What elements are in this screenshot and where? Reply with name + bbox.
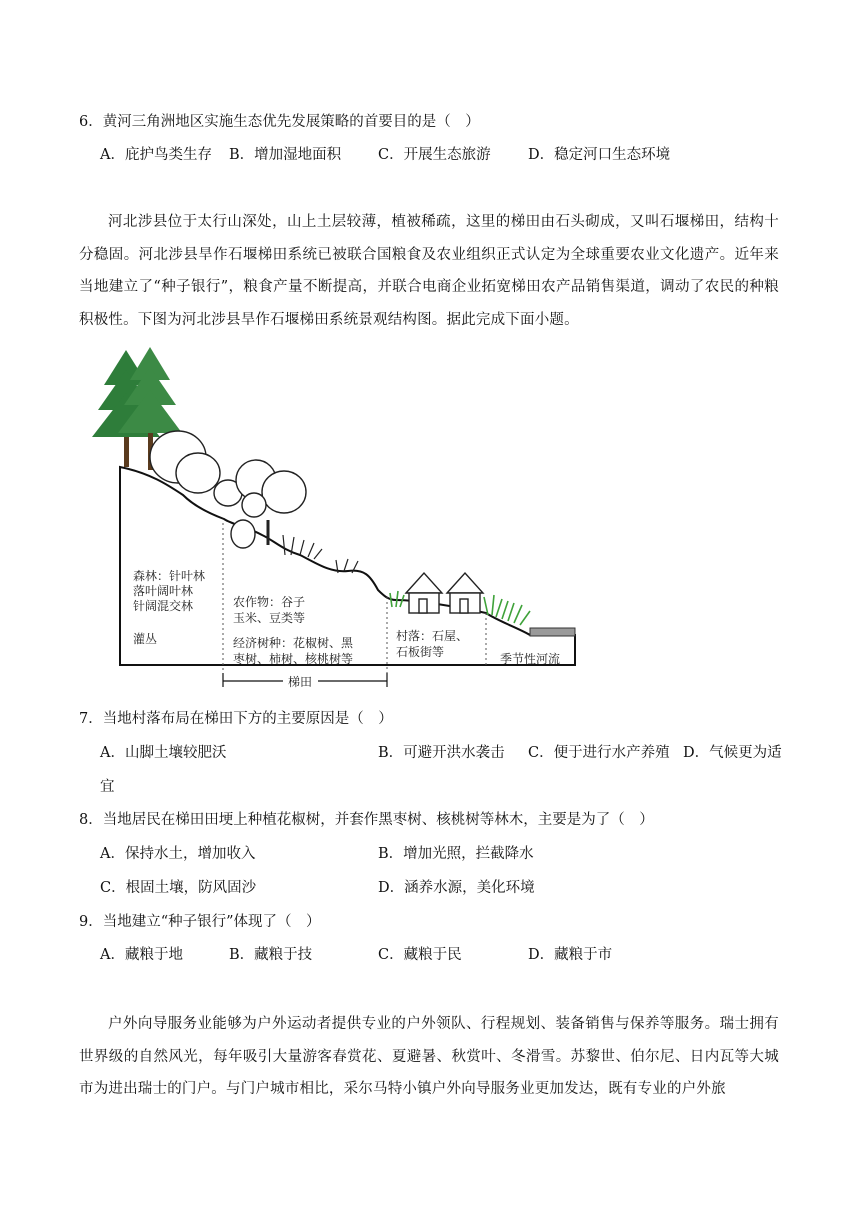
question-7-stem: 7．当地村落布局在梯田下方的主要原因是（ ） [79,711,393,727]
question-6-option-b[interactable]: B．增加湿地面积 [229,147,342,163]
question-8-option-c[interactable]: C．根固土壤，防风固沙 [100,880,257,896]
forest-label-3: 针阔混交林 [133,599,194,613]
trees-label-1: 经济树种：花椒树、黑 [233,636,354,650]
question-9-option-a[interactable]: A．藏粮于地 [100,947,183,963]
question-7-option-d[interactable]: D．气候更为适 [683,745,782,761]
terrace-landscape-figure [78,345,588,695]
village-label-1: 村落：石屋、 [396,629,469,643]
question-9-stem: 9．当地建立“种子银行”体现了（ ） [79,914,321,930]
trees-label-2: 枣树、柿树、核桃树等 [233,652,354,666]
house-icon [406,573,483,613]
terrace-label: 梯田 [287,675,313,689]
question-7-option-d-wrap: 宜 [100,779,115,795]
crops-label-2: 玉米、豆类等 [233,611,306,625]
question-9-option-d[interactable]: D．藏粮于市 [528,947,613,963]
question-8-option-d[interactable]: D．涵养水源，美化环境 [378,880,535,896]
question-6-stem: 6．黄河三角洲地区实施生态优先发展策略的首要目的是（ ） [79,114,480,130]
question-6-option-c[interactable]: C．开展生态旅游 [378,147,491,163]
question-8-stem: 8．当地居民在梯田田埂上种植花椒树，并套作黑枣树、核桃树等林木，主要是为了（ ） [79,812,654,828]
question-8-option-a[interactable]: A．保持水土，增加收入 [100,846,256,862]
question-7-option-b[interactable]: B．可避开洪水袭击 [378,745,505,761]
question-9-option-b[interactable]: B．藏粮于技 [229,947,313,963]
passage-terraces: 河北涉县位于太行山深处，山上土层较薄，植被稀疏，这里的梯田由石头砌成，又叫石堰梯田，结构十分稳固。河北涉县旱作石堰梯田系统已被联合国粮食及农业组织正式认定为全球重要农业文化遗产。近年来当地建立了“种子银行”，粮食产量不断提高，并联合电商企业拓宽梯田农产品销售渠道，调动了农民的种粮积极性。下图为河北涉县旱作石堰梯田系统景观结构图。据此完成下面小题。 [79,214,779,328]
passage-outdoor-guide: 户外向导服务业能够为户外运动者提供专业的户外领队、行程规划、装备销售与保养等服务。瑞士拥有世界级的自然风光，每年吸引大量游客春赏花、夏避暑、秋赏叶、冬滑雪。苏黎世、伯尔尼、日内瓦等大城市为进出瑞士的门户。与门户城市相比，采尔马特小镇户外向导服务业更加发达，既有专业的户外旅 [79,1016,779,1097]
question-7-option-c[interactable]: C．便于进行水产养殖 [528,745,670,761]
shrub-label: 灌丛 [133,632,158,646]
village-label-2: 石板街等 [396,645,445,659]
forest-label-2: 落叶阔叶林 [133,584,194,598]
question-6-option-a[interactable]: A．庇护鸟类生存 [100,147,212,163]
seasonal-river [530,628,575,636]
question-7-option-a[interactable]: A．山脚土壤较肥沃 [100,745,227,761]
forest-label-1: 森林：针叶林 [133,569,206,583]
question-6-option-d[interactable]: D．稳定河口生态环境 [528,147,671,163]
crops-label-1: 农作物：谷子 [233,595,306,609]
question-9-option-c[interactable]: C．藏粮于民 [378,947,462,963]
river-label: 季节性河流 [500,652,561,666]
question-8-option-b[interactable]: B．增加光照，拦截降水 [378,846,534,862]
